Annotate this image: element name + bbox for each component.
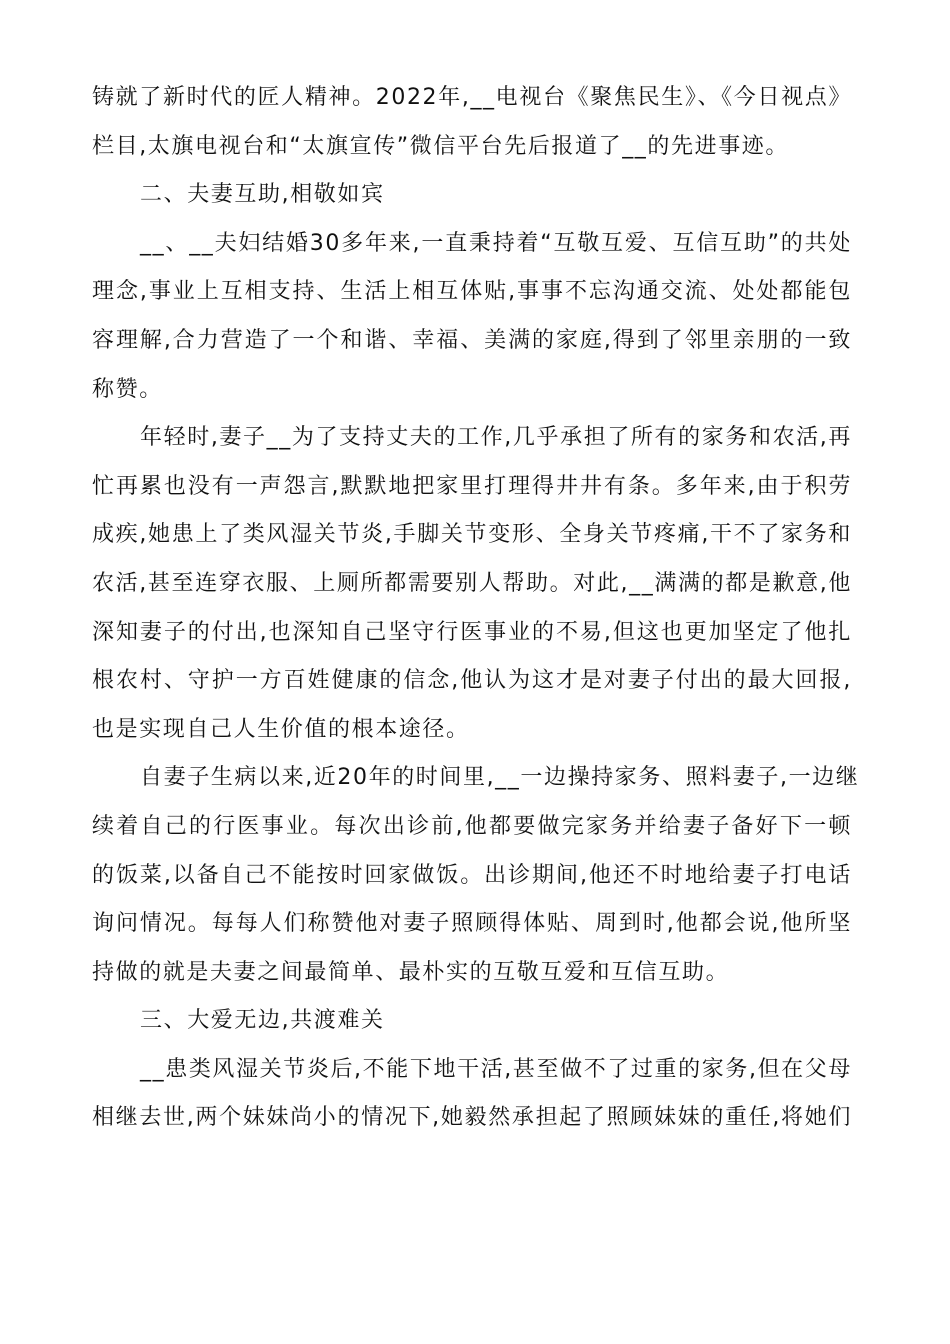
text-line: 询问情况。每每人们称赞他对妻子照顾得体贴、周到时,他都会说,他所坚	[92, 911, 852, 937]
text-line: 理念,事业上互相支持、生活上相互体贴,事事不忘沟通交流、处处都能包	[92, 279, 852, 305]
text-line: 称赞。	[92, 376, 163, 402]
text-line: 自妻子生病以来,近20年的时间里,__一边操持家务、照料妻子,一边继	[140, 765, 860, 791]
text-line: 续着自己的行医事业。每次出诊前,他都要做完家务并给妻子备好下一顿	[92, 813, 852, 839]
section-heading: 三、大爱无边,共渡难关	[140, 1008, 385, 1034]
text-line: 农活,甚至连穿衣服、上厕所都需要别人帮助。对此,__满满的都是歉意,他	[92, 570, 852, 596]
text-line: 铸就了新时代的匠人精神。2022年,__电视台《聚焦民生》、《今日视点》	[92, 85, 852, 110]
text-line: 也是实现自己人生价值的根本途径。	[92, 716, 470, 742]
text-line: 年轻时,妻子__为了支持丈夫的工作,几乎承担了所有的家务和农活,再	[140, 425, 852, 451]
text-line: 根农村、守护一方百姓健康的信念,他认为这才是对妻子付出的最大回报,	[92, 668, 852, 694]
text-line: 的饭菜,以备自己不能按时回家做饭。出诊期间,他还不时地给妻子打电话	[92, 862, 852, 888]
text-line: 深知妻子的付出,也深知自己坚守行医事业的不易,但这也更加坚定了他扎	[92, 619, 852, 645]
text-line: 相继去世,两个妹妹尚小的情况下,她毅然承担起了照顾妹妹的重任,将她们	[92, 1105, 852, 1131]
text-line: 成疾,她患上了类风湿关节炎,手脚关节变形、全身关节疼痛,干不了家务和	[92, 522, 852, 548]
text-line: 栏目,太旗电视台和“太旗宣传”微信平台先后报道了__的先进事迹。	[92, 133, 789, 159]
text-line: 容理解,合力营造了一个和谐、幸福、美满的家庭,得到了邻里亲朋的一致	[92, 327, 852, 353]
text-line: __、__夫妇结婚30多年来,一直秉持着“互敬互爱、互信互助”的共处	[140, 230, 852, 256]
section-heading: 二、夫妻互助,相敬如宾	[140, 182, 385, 208]
text-line: 忙再累也没有一声怨言,默默地把家里打理得井井有条。多年来,由于积劳	[92, 473, 852, 499]
text-line: 持做的就是夫妻之间最简单、最朴实的互敬互爱和互信互助。	[92, 959, 730, 985]
document-body	[92, 74, 860, 1143]
text-line: __患类风湿关节炎后,不能下地干活,甚至做不了过重的家务,但在父母	[140, 1056, 852, 1082]
